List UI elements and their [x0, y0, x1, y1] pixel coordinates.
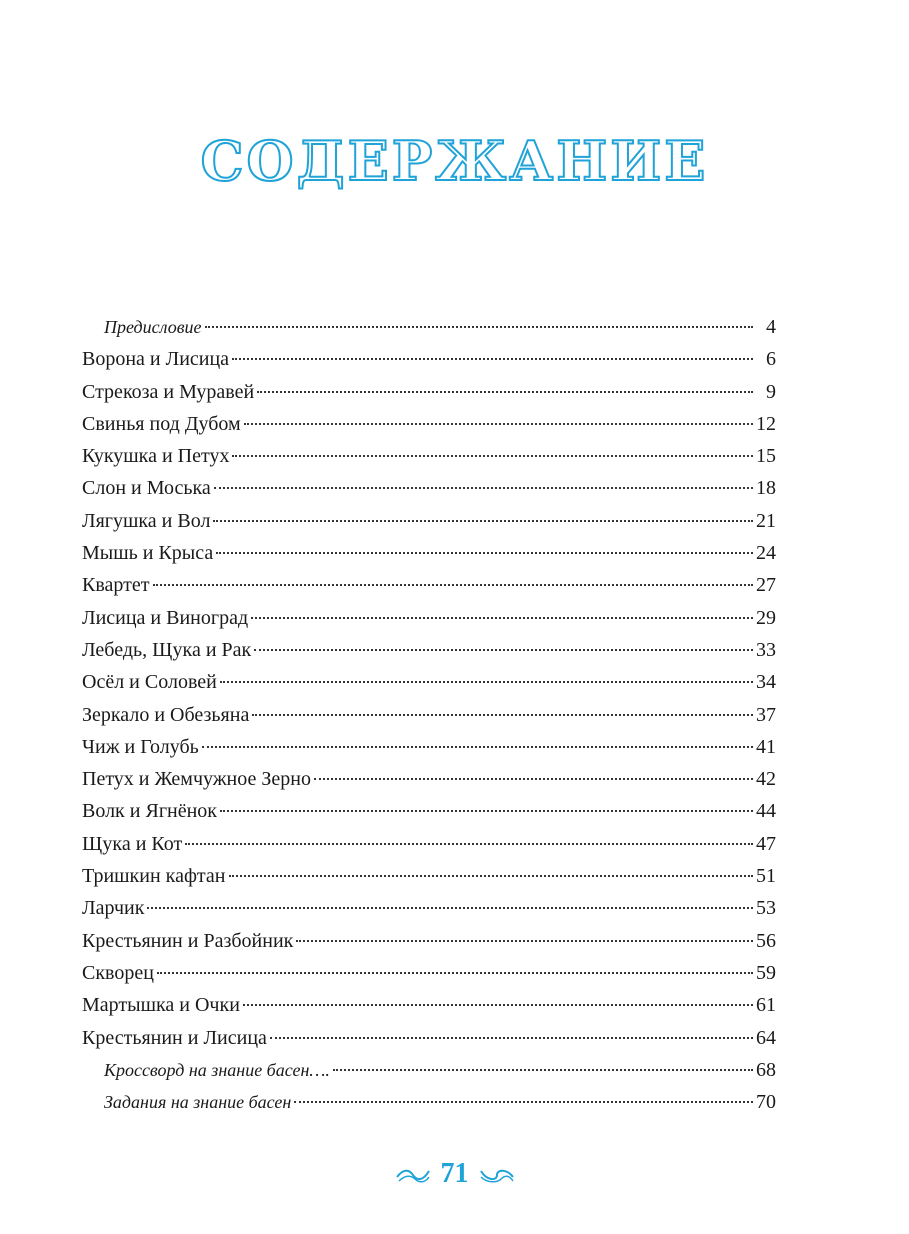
- toc-entry-page: 70: [756, 1091, 776, 1114]
- toc-entry-page: 6: [766, 348, 776, 371]
- toc-entry-title: Ворона и Лисица: [82, 348, 230, 371]
- dot-leader: [257, 391, 753, 393]
- toc-entry-page: 15: [756, 445, 776, 468]
- toc-entry-page: 56: [756, 929, 776, 952]
- toc-entry-page: 29: [756, 606, 776, 629]
- dot-leader: [254, 649, 753, 651]
- toc-entry-title: Стрекоза и Муравей: [82, 380, 255, 403]
- toc-entry-title: Зеркало и Обезьяна: [82, 703, 250, 726]
- toc-entry-page: 41: [756, 735, 776, 758]
- dot-leader: [220, 681, 753, 683]
- toc-entry-title: Чиж и Голубь: [82, 735, 199, 758]
- dot-leader: [333, 1069, 753, 1071]
- toc-entry-title: Предисловие: [104, 317, 202, 337]
- toc-entry: [82, 1086, 776, 1118]
- toc-entry-title: Квартет: [82, 574, 150, 597]
- toc-entry: [82, 569, 776, 601]
- dot-leader: [251, 617, 753, 619]
- toc-entry: [82, 892, 776, 924]
- toc-entry: [82, 957, 776, 989]
- toc-entry-page: 34: [756, 671, 776, 694]
- toc-entry: [82, 408, 776, 440]
- toc-entry-title: Крестьянин и Лисица: [82, 1026, 267, 1049]
- toc-entry-title: Лисица и Виноград: [82, 606, 249, 629]
- toc-entry-title: Свинья под Дубом: [82, 412, 241, 435]
- dot-leader: [157, 972, 753, 974]
- swash-ornament-icon: [479, 1165, 515, 1183]
- dot-leader: [153, 584, 754, 586]
- toc-entry-page: 12: [756, 412, 776, 435]
- toc-entry: [82, 989, 776, 1021]
- toc-entry: [82, 763, 776, 795]
- toc-entry-page: 4: [766, 316, 776, 338]
- dot-leader: [185, 843, 753, 845]
- toc-entry-title: Скворец: [82, 961, 154, 984]
- toc-entry-page: 27: [756, 574, 776, 597]
- dot-leader: [214, 487, 753, 489]
- page-footer: [0, 1158, 909, 1190]
- toc-entry: [82, 440, 776, 472]
- page-number: 71: [440, 1158, 469, 1189]
- toc-entry-title: Мартышка и Очки: [82, 994, 240, 1017]
- dot-leader: [296, 940, 753, 942]
- dot-leader: [270, 1037, 753, 1039]
- toc-entry: [82, 311, 776, 343]
- toc-entry-page: 51: [756, 865, 776, 888]
- toc-entry-title: Лебедь, Щука и Рак: [82, 638, 252, 661]
- dot-leader: [205, 326, 753, 328]
- dot-leader: [252, 714, 753, 716]
- toc-entry: [82, 666, 776, 698]
- toc-entry: [82, 828, 776, 860]
- dot-leader: [314, 778, 753, 780]
- dot-leader: [244, 423, 753, 425]
- toc-entry: [82, 795, 776, 827]
- dot-leader: [216, 552, 753, 554]
- dot-leader: [294, 1101, 753, 1103]
- dot-leader: [220, 810, 753, 812]
- toc-entry-title: Слон и Моська: [82, 477, 211, 500]
- toc-entry-page: 18: [756, 477, 776, 500]
- toc-entry: [82, 634, 776, 666]
- toc-entry: [82, 343, 776, 375]
- toc-entry-page: 33: [756, 638, 776, 661]
- dot-leader: [147, 907, 753, 909]
- toc-entry-title: Щука и Кот: [82, 832, 183, 855]
- toc-entry-page: 21: [756, 509, 776, 532]
- toc-entry: [82, 602, 776, 634]
- toc-entry-title: Крестьянин и Разбойник: [82, 929, 294, 952]
- toc-entry: [82, 731, 776, 763]
- dot-leader: [232, 455, 753, 457]
- toc-entry: [82, 537, 776, 569]
- toc-entry-page: 37: [756, 703, 776, 726]
- toc-entry-title: Ларчик: [82, 897, 145, 920]
- toc-entry-page: 53: [756, 897, 776, 920]
- toc-entry-page: 9: [766, 380, 776, 403]
- dot-leader: [213, 520, 753, 522]
- toc-entry-title: Тришкин кафтан: [82, 865, 226, 888]
- dot-leader: [243, 1004, 753, 1006]
- toc-entry-page: 44: [756, 800, 776, 823]
- toc-entry: [82, 1054, 776, 1086]
- toc-entry-page: 59: [756, 961, 776, 984]
- toc-entry: [82, 925, 776, 957]
- toc-entry-title: Задания на знание басен: [104, 1092, 292, 1113]
- toc-entry-page: 24: [756, 542, 776, 565]
- toc-entry-title: Кукушка и Петух: [82, 445, 230, 468]
- toc-entry-title: Осёл и Соловей: [82, 671, 217, 694]
- toc-entry-title: Кроссворд на знание басен….: [104, 1059, 330, 1080]
- toc-entry-page: 64: [756, 1026, 776, 1049]
- toc-entry-page: 42: [756, 768, 776, 791]
- page-title: СОДЕРЖАНИЕ: [200, 129, 709, 194]
- table-of-contents: [82, 311, 776, 1118]
- toc-entry: [82, 472, 776, 504]
- dot-leader: [202, 746, 753, 748]
- toc-entry: [82, 505, 776, 537]
- toc-entry-title: Лягушка и Вол: [82, 509, 211, 532]
- toc-entry-page: 61: [756, 994, 776, 1017]
- toc-entry: [82, 699, 776, 731]
- toc-entry-title: Волк и Ягнёнок: [82, 800, 218, 823]
- toc-entry: [82, 376, 776, 408]
- dot-leader: [232, 358, 753, 360]
- dot-leader: [229, 875, 754, 877]
- toc-entry: [82, 860, 776, 892]
- toc-entry-title: Мышь и Крыса: [82, 542, 214, 565]
- swash-ornament-icon: [395, 1165, 431, 1183]
- toc-entry: [82, 1022, 776, 1054]
- toc-entry-page: 68: [756, 1058, 776, 1081]
- toc-entry-page: 47: [756, 832, 776, 855]
- toc-entry-title: Петух и Жемчужное Зерно: [82, 768, 311, 791]
